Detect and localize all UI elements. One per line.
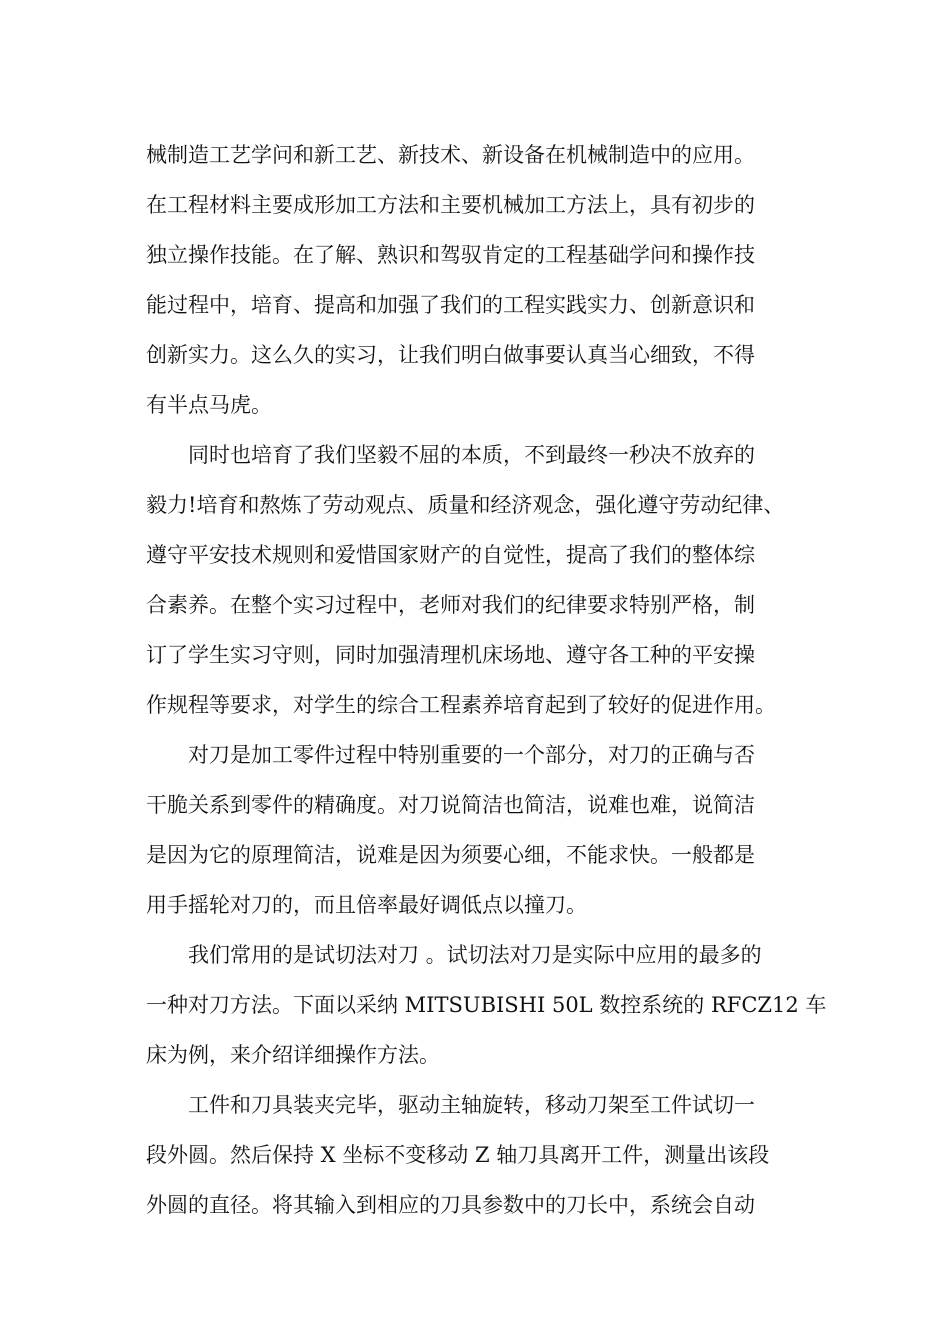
text-line: 是因为它的原理简洁，说难是因为须要心细，不能求快。一般都是 xyxy=(146,843,755,867)
text-line: 械制造工艺学问和新工艺、新技术、新设备在机械制造中的应用。 xyxy=(146,143,755,167)
text-line: 外圆的直径。将其输入到相应的刀具参数中的刀长中，系统会自动 xyxy=(146,1193,755,1217)
text-line: 一种对刀方法。下面以采纳 MITSUBISHI 50L 数控系统的 RFCZ12 车 xyxy=(146,993,827,1017)
paragraph-4 xyxy=(146,930,826,1080)
paragraph-5 xyxy=(146,1080,826,1230)
text-line: 段外圆。然后保持 X 坐标不变移动 Z 轴刀具离开工件，测量出该段 xyxy=(146,1143,770,1167)
text-line: 毅力!培育和熬炼了劳动观点、质量和经济观念，强化遵守劳动纪律、 xyxy=(146,493,785,517)
text-line: 订了学生实习守则，同时加强清理机床场地、遵守各工种的平安操 xyxy=(146,643,755,667)
paragraph-1 xyxy=(146,130,826,430)
text-line: 独立操作技能。在了解、熟识和驾驭肯定的工程基础学问和操作技 xyxy=(146,243,755,267)
text-line: 遵守平安技术规则和爱惜国家财产的自觉性，提高了我们的整体综 xyxy=(146,543,755,567)
text-line: 能过程中，培育、提高和加强了我们的工程实践实力、创新意识和 xyxy=(146,293,755,317)
text-line: 在工程材料主要成形加工方法和主要机械加工方法上，具有初步的 xyxy=(146,193,755,217)
text-line: 干脆关系到零件的精确度。对刀说简洁也简洁，说难也难，说简洁 xyxy=(146,793,755,817)
body-text xyxy=(146,130,826,1230)
text-line: 我们常用的是试切法对刀 。试切法对刀是实际中应用的最多的 xyxy=(188,943,762,967)
text-line: 合素养。在整个实习过程中，老师对我们的纪律要求特别严格，制 xyxy=(146,593,755,617)
text-line: 对刀是加工零件过程中特别重要的一个部分，对刀的正确与否 xyxy=(188,743,755,767)
paragraph-2 xyxy=(146,430,826,730)
text-line: 床为例，来介绍详细操作方法。 xyxy=(146,1043,440,1067)
paragraph-3 xyxy=(146,730,826,930)
text-line: 有半点马虎。 xyxy=(146,393,272,417)
text-line: 同时也培育了我们坚毅不屈的本质，不到最终一秒决不放弃的 xyxy=(188,443,755,467)
text-line: 工件和刀具装夹完毕，驱动主轴旋转，移动刀架至工件试切一 xyxy=(188,1093,755,1117)
text-line: 作规程等要求，对学生的综合工程素养培育起到了较好的促进作用。 xyxy=(146,693,776,717)
text-line: 用手摇轮对刀的，而且倍率最好调低点以撞刀。 xyxy=(146,893,587,917)
text-line: 创新实力。这么久的实习，让我们明白做事要认真当心细致，不得 xyxy=(146,343,755,367)
